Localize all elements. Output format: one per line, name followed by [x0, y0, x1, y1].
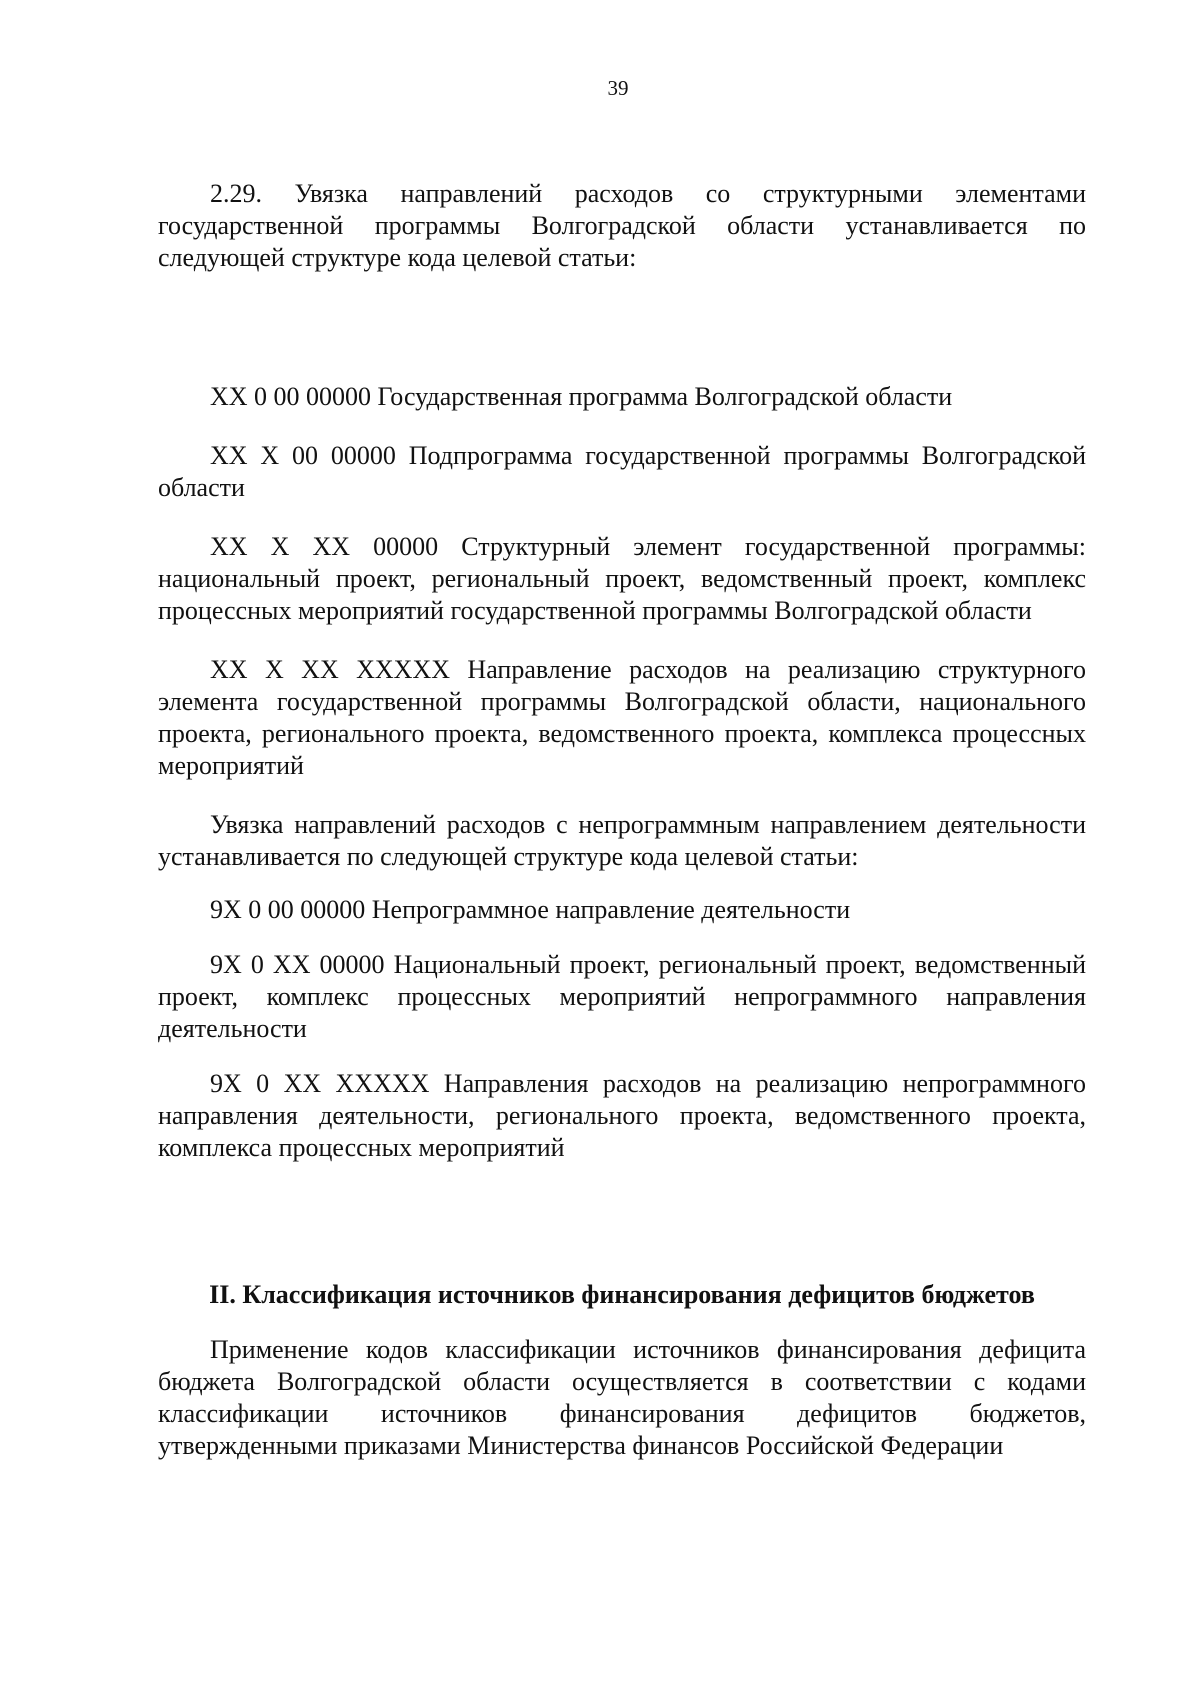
document-body — [158, 178, 1086, 1462]
code-structural-element: XX X XX 00000 Структурный элемент государственной программы: национальный проект, региональный проект, ведомственный проект, комплекс процессных мероприятий государственной программы Волгоградской области — [158, 532, 1086, 625]
code-nonprogram-direction: 9X 0 00 00000 Непрограммное направление деятельности — [210, 895, 851, 924]
code-subprogram: XX X 00 00000 Подпрограмма государственной программы Волгоградской области — [158, 441, 1086, 502]
page-number: 39 — [607, 76, 629, 100]
paragraph-nonprogram-link: Увязка направлений расходов с непрограммным направлением деятельности устанавливается по следующей структуре кода целевой статьи: — [158, 810, 1086, 871]
section-heading: II. Классификация источников финансирования дефицитов бюджетов — [209, 1280, 1035, 1309]
code-expense-direction: XX X XX XXXXX Направление расходов на реализацию структурного элемента государственной программы Волгоградской области, национального проекта, регионального проекта, ведомственного проекта, комплекса процессных мероприятий — [158, 655, 1086, 780]
code-nonprogram-project: 9X 0 XX 00000 Национальный проект, региональный проект, ведомственный проект, комплекс процессных мероприятий непрограммного направления деятельности — [158, 950, 1086, 1043]
paragraph-sources-classification: Применение кодов классификации источников финансирования дефицита бюджета Волгоградской области осуществляется в соответствии с кодами классификации источников финансирования дефицитов бюджетов, утвержденными приказами Министерства финансов Российской Федерации — [158, 1335, 1086, 1460]
code-state-program: XX 0 00 00000 Государственная программа Волгоградской области — [210, 382, 953, 411]
code-nonprogram-expense: 9X 0 XX XXXXX Направления расходов на реализацию непрограммного направления деятельности, регионального проекта, ведомственного проекта, комплекса процессных мероприятий — [158, 1069, 1086, 1162]
paragraph-2-29: 2.29. Увязка направлений расходов со структурными элементами государственной программы Волгоградской области устанавливается по следующей структуре кода целевой статьи: — [158, 179, 1086, 272]
